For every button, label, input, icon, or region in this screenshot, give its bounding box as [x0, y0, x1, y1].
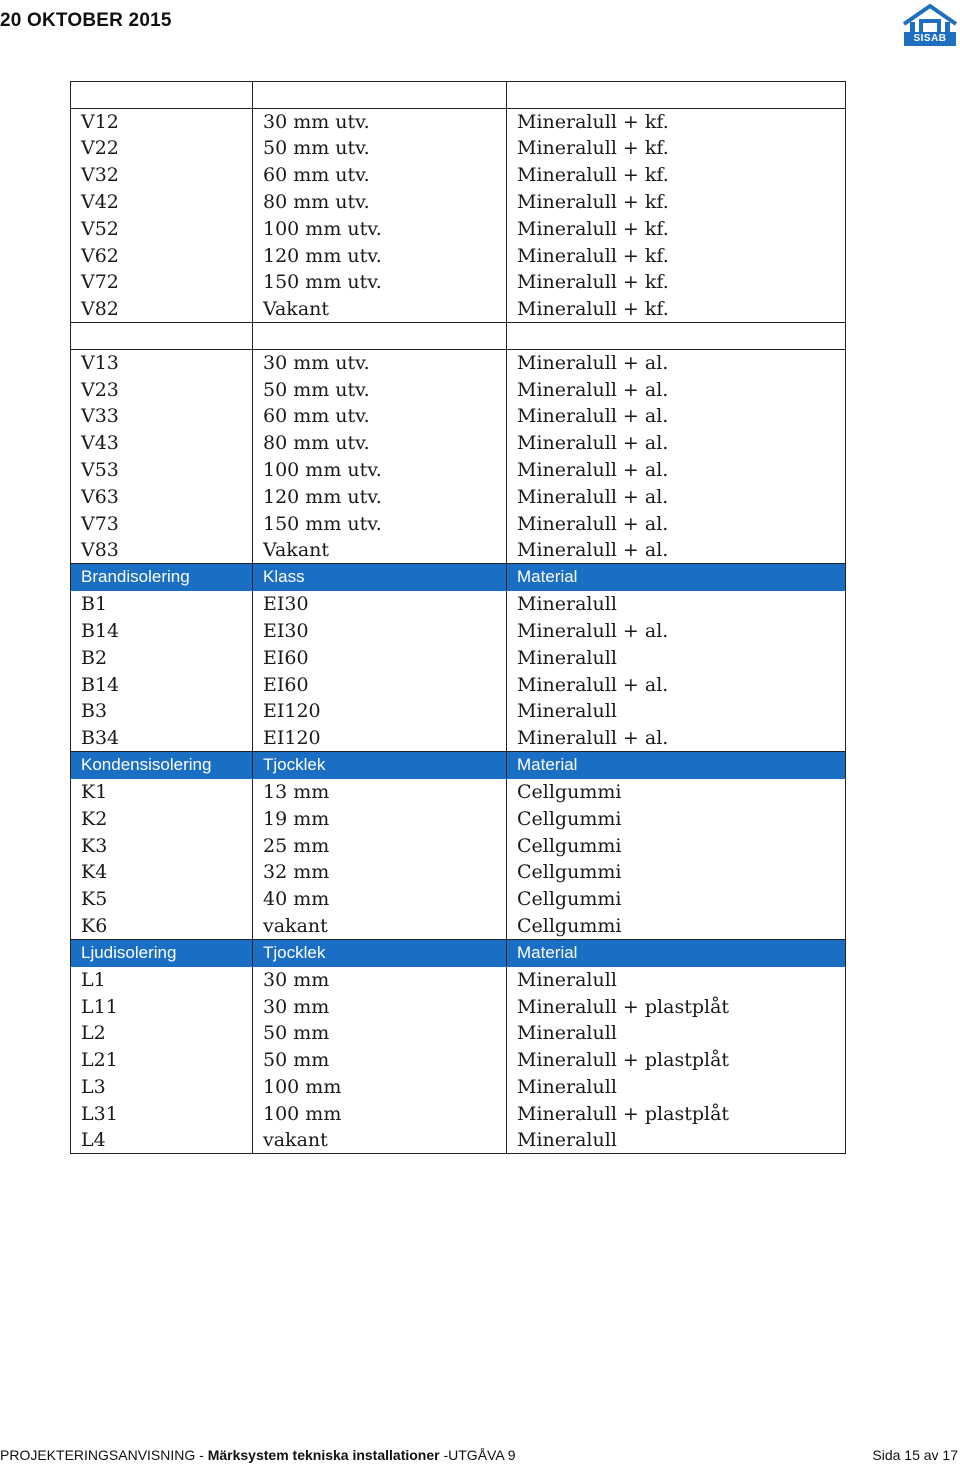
- blank-cell: [71, 323, 253, 350]
- table-row: [71, 1047, 846, 1074]
- table-row: [71, 644, 846, 671]
- table-row: [71, 403, 846, 430]
- column-header: Kondensisolering: [71, 752, 253, 779]
- table-row: [71, 618, 846, 645]
- table-row: [71, 886, 846, 913]
- blank-cell: [507, 82, 846, 109]
- material-cell: Mineralull + al.: [507, 671, 846, 698]
- spec-cell: EI60: [253, 671, 507, 698]
- table-row: [71, 108, 846, 135]
- spec-cell: 19 mm: [253, 805, 507, 832]
- spec-cell: EI30: [253, 618, 507, 645]
- code-cell: L4: [71, 1127, 253, 1154]
- table-row: [71, 135, 846, 162]
- spec-cell: 100 mm utv.: [253, 215, 507, 242]
- material-cell: Mineralull + al.: [507, 537, 846, 564]
- spec-cell: 25 mm: [253, 832, 507, 859]
- code-cell: V63: [71, 483, 253, 510]
- code-cell: V83: [71, 537, 253, 564]
- code-cell: B14: [71, 671, 253, 698]
- spec-cell: 150 mm utv.: [253, 510, 507, 537]
- spec-cell: 100 mm utv.: [253, 457, 507, 484]
- spec-cell: 120 mm utv.: [253, 242, 507, 269]
- spec-cell: 32 mm: [253, 859, 507, 886]
- material-cell: Cellgummi: [507, 859, 846, 886]
- spec-cell: 80 mm utv.: [253, 189, 507, 216]
- material-cell: Mineralull + plastplåt: [507, 1047, 846, 1074]
- table-row: [71, 1100, 846, 1127]
- material-cell: Cellgummi: [507, 805, 846, 832]
- material-cell: Mineralull: [507, 698, 846, 725]
- document-date: 20 OKTOBER 2015: [0, 10, 172, 31]
- material-cell: Mineralull + al.: [507, 403, 846, 430]
- material-cell: Mineralull + kf.: [507, 296, 846, 323]
- code-cell: K2: [71, 805, 253, 832]
- blank-separator-row: [71, 82, 846, 109]
- code-cell: V52: [71, 215, 253, 242]
- spec-cell: 50 mm: [253, 1047, 507, 1074]
- table-row: [71, 510, 846, 537]
- spec-cell: 50 mm: [253, 1020, 507, 1047]
- spec-cell: Vakant: [253, 537, 507, 564]
- spec-cell: EI120: [253, 725, 507, 752]
- table-row: [71, 1074, 846, 1101]
- spec-cell: 30 mm utv.: [253, 349, 507, 376]
- spec-cell: 100 mm: [253, 1074, 507, 1101]
- code-cell: K3: [71, 832, 253, 859]
- insulation-code-table: [70, 81, 846, 1154]
- blank-separator-row: [71, 323, 846, 350]
- column-header: Klass: [253, 564, 507, 591]
- kondensisolering-header-row: [71, 752, 846, 779]
- table-row: [71, 457, 846, 484]
- spec-cell: 30 mm: [253, 966, 507, 993]
- table-row: [71, 537, 846, 564]
- material-cell: Mineralull + al.: [507, 483, 846, 510]
- table-row: [71, 162, 846, 189]
- material-cell: Mineralull + al.: [507, 457, 846, 484]
- code-cell: V42: [71, 189, 253, 216]
- material-cell: Mineralull + kf.: [507, 242, 846, 269]
- table-row: [71, 698, 846, 725]
- table-row: [71, 269, 846, 296]
- material-cell: Mineralull: [507, 1020, 846, 1047]
- material-cell: Mineralull: [507, 644, 846, 671]
- table-row: [71, 296, 846, 323]
- material-cell: Mineralull + kf.: [507, 189, 846, 216]
- spec-cell: 30 mm utv.: [253, 108, 507, 135]
- footer-page-number: Sida 15 av 17: [872, 1447, 958, 1463]
- material-cell: Mineralull + kf.: [507, 269, 846, 296]
- spec-cell: 150 mm utv.: [253, 269, 507, 296]
- table-row: [71, 189, 846, 216]
- code-cell: B34: [71, 725, 253, 752]
- material-cell: Mineralull + al.: [507, 376, 846, 403]
- column-header: Brandisolering: [71, 564, 253, 591]
- code-cell: L11: [71, 993, 253, 1020]
- code-cell: V22: [71, 135, 253, 162]
- spec-cell: Vakant: [253, 296, 507, 323]
- code-cell: V82: [71, 296, 253, 323]
- spec-cell: 40 mm: [253, 886, 507, 913]
- spec-cell: 50 mm utv.: [253, 376, 507, 403]
- column-header: Material: [507, 752, 846, 779]
- material-cell: Mineralull + al.: [507, 430, 846, 457]
- spec-cell: 100 mm: [253, 1100, 507, 1127]
- material-cell: Mineralull + plastplåt: [507, 1100, 846, 1127]
- spec-cell: 13 mm: [253, 779, 507, 806]
- material-cell: Mineralull + al.: [507, 618, 846, 645]
- code-cell: B1: [71, 591, 253, 618]
- material-cell: Mineralull: [507, 591, 846, 618]
- table-row: [71, 591, 846, 618]
- table-row: [71, 1020, 846, 1047]
- code-cell: B3: [71, 698, 253, 725]
- code-cell: L31: [71, 1100, 253, 1127]
- material-cell: Cellgummi: [507, 832, 846, 859]
- table-row: [71, 832, 846, 859]
- code-cell: K5: [71, 886, 253, 913]
- table-row: [71, 859, 846, 886]
- blank-cell: [507, 323, 846, 350]
- code-cell: V73: [71, 510, 253, 537]
- code-cell: L3: [71, 1074, 253, 1101]
- spec-cell: vakant: [253, 1127, 507, 1154]
- code-cell: K6: [71, 913, 253, 940]
- brandisolering-header-row: [71, 564, 846, 591]
- table-row: [71, 376, 846, 403]
- material-cell: Mineralull + al.: [507, 725, 846, 752]
- blank-cell: [253, 323, 507, 350]
- table-row: [71, 993, 846, 1020]
- material-cell: Mineralull: [507, 966, 846, 993]
- spec-cell: EI120: [253, 698, 507, 725]
- table-row: [71, 215, 846, 242]
- code-cell: K1: [71, 779, 253, 806]
- code-cell: L21: [71, 1047, 253, 1074]
- table-row: [71, 671, 846, 698]
- ljudisolering-header-row: [71, 939, 846, 966]
- code-cell: V33: [71, 403, 253, 430]
- blank-cell: [253, 82, 507, 109]
- spec-cell: 80 mm utv.: [253, 430, 507, 457]
- column-header: Material: [507, 564, 846, 591]
- material-cell: Mineralull + plastplåt: [507, 993, 846, 1020]
- material-cell: Mineralull + al.: [507, 349, 846, 376]
- table-row: [71, 349, 846, 376]
- code-cell: V72: [71, 269, 253, 296]
- material-cell: Cellgummi: [507, 913, 846, 940]
- table-row: [71, 725, 846, 752]
- column-header: Tjocklek: [253, 939, 507, 966]
- spec-cell: 60 mm utv.: [253, 162, 507, 189]
- material-cell: Mineralull: [507, 1127, 846, 1154]
- code-cell: V12: [71, 108, 253, 135]
- code-cell: L2: [71, 1020, 253, 1047]
- spec-cell: 50 mm utv.: [253, 135, 507, 162]
- footer-document-title: PROJEKTERINGSANVISNING - Märksystem tekniska installationer -UTGÅVA 9: [0, 1447, 516, 1463]
- code-cell: V23: [71, 376, 253, 403]
- material-cell: Mineralull + kf.: [507, 215, 846, 242]
- logo-text: SISAB: [904, 32, 956, 46]
- column-header: Ljudisolering: [71, 939, 253, 966]
- code-cell: K4: [71, 859, 253, 886]
- code-cell: B14: [71, 618, 253, 645]
- code-cell: V32: [71, 162, 253, 189]
- code-cell: V53: [71, 457, 253, 484]
- material-cell: Cellgummi: [507, 886, 846, 913]
- table-row: [71, 242, 846, 269]
- code-cell: V13: [71, 349, 253, 376]
- material-cell: Mineralull: [507, 1074, 846, 1101]
- spec-cell: 30 mm: [253, 993, 507, 1020]
- code-cell: V43: [71, 430, 253, 457]
- table-row: [71, 913, 846, 940]
- material-cell: Cellgummi: [507, 779, 846, 806]
- spec-cell: 120 mm utv.: [253, 483, 507, 510]
- code-cell: B2: [71, 644, 253, 671]
- table-row: [71, 483, 846, 510]
- table-row: [71, 1127, 846, 1154]
- spec-cell: 60 mm utv.: [253, 403, 507, 430]
- material-cell: Mineralull + kf.: [507, 135, 846, 162]
- spec-cell: vakant: [253, 913, 507, 940]
- table-row: [71, 779, 846, 806]
- table-row: [71, 805, 846, 832]
- table-row: [71, 430, 846, 457]
- material-cell: Mineralull + kf.: [507, 162, 846, 189]
- material-cell: Mineralull + kf.: [507, 108, 846, 135]
- spec-cell: EI60: [253, 644, 507, 671]
- column-header: Material: [507, 939, 846, 966]
- blank-cell: [71, 82, 253, 109]
- code-cell: V62: [71, 242, 253, 269]
- column-header: Tjocklek: [253, 752, 507, 779]
- spec-cell: EI30: [253, 591, 507, 618]
- material-cell: Mineralull + al.: [507, 510, 846, 537]
- table-row: [71, 966, 846, 993]
- code-cell: L1: [71, 966, 253, 993]
